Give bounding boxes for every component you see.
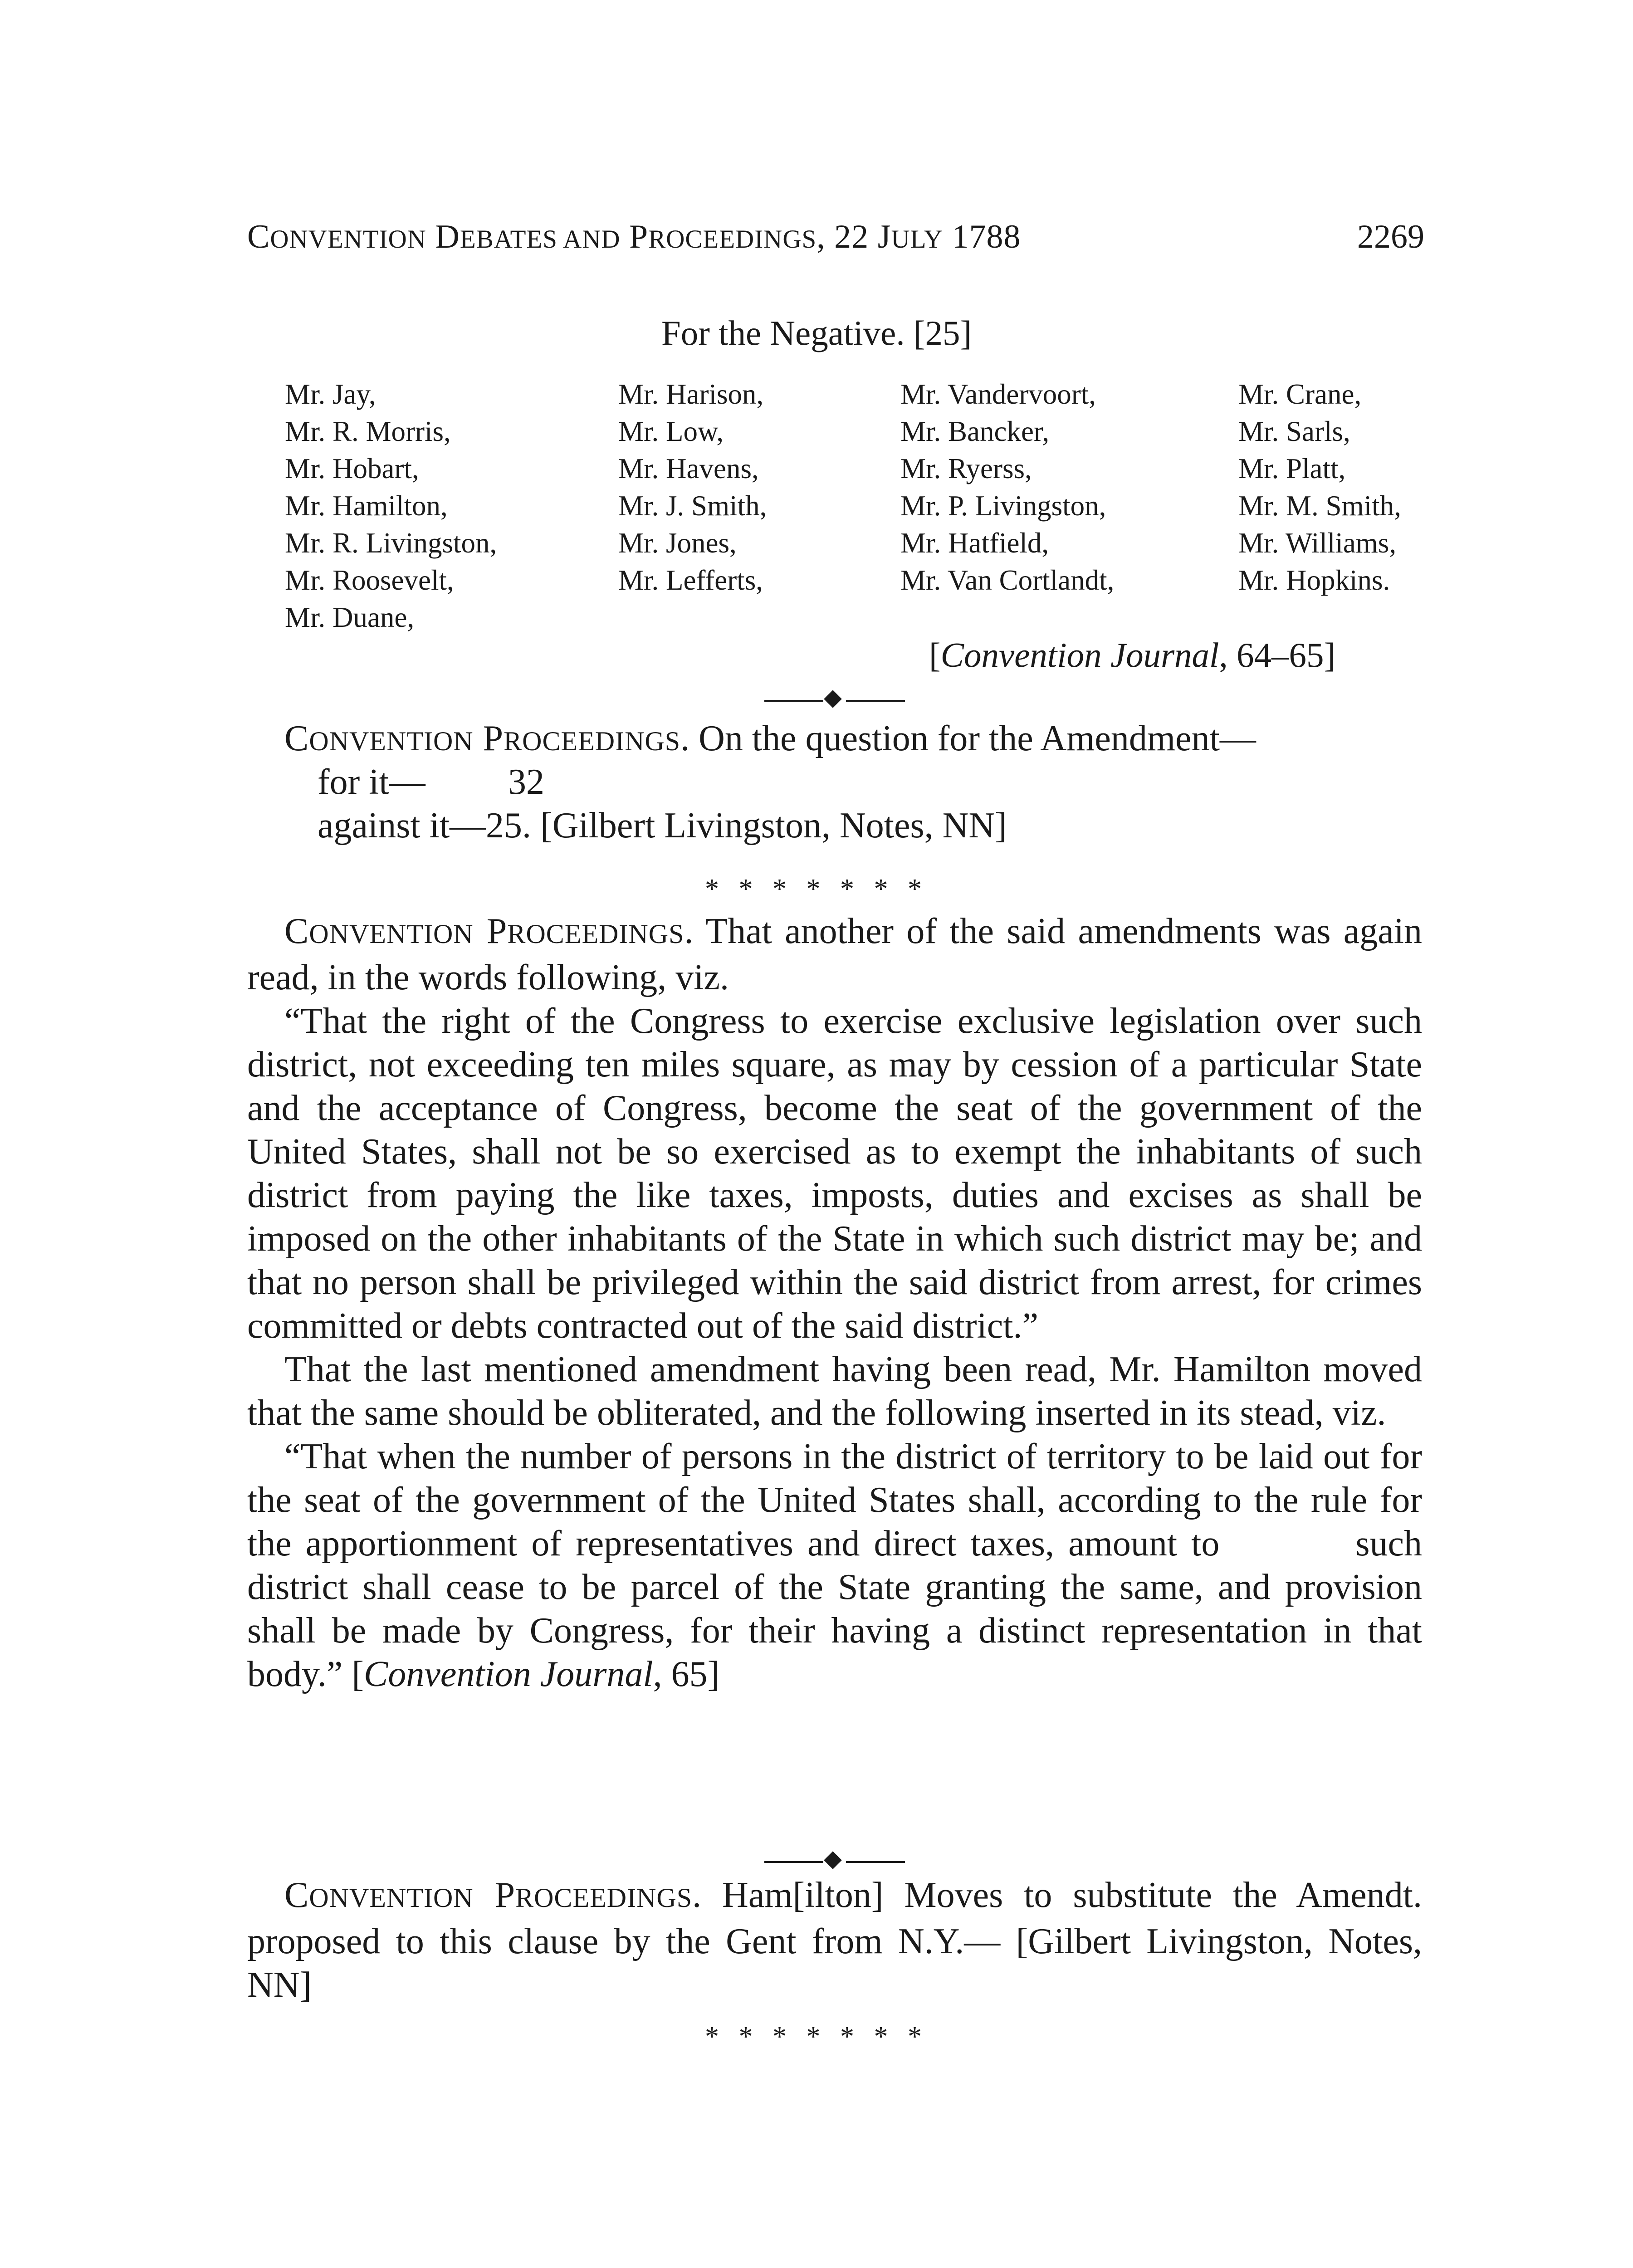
roster-name: Mr. Harison, (618, 378, 764, 410)
section-label: CONVENTION PROCEEDINGS (284, 1875, 693, 1915)
roster-name: Mr. Hobart, (285, 453, 419, 484)
negative-vote-heading: For the Negative. [25] (661, 313, 972, 352)
roster-name: Mr. Jay, (285, 378, 376, 410)
roster-name: Mr. J. Smith, (618, 490, 767, 522)
roster-name: Mr. Roosevelt, (285, 564, 454, 596)
section-label: CONVENTION PROCEEDINGS (284, 911, 684, 951)
vote-for-line: for it— 32 (318, 760, 425, 804)
vote-for-count: 32 (508, 762, 544, 802)
roster-name: Mr. Low, (618, 415, 724, 447)
negative-roster-column-4 (1238, 376, 1401, 599)
section-break-asterisks: * * * * * * * (705, 874, 928, 904)
proceedings-substitute-paragraph: CONVENTION PROCEEDINGS. Ham[ilton] Moves to substitute the Amendt. proposed to this clause by the Gent from N.Y.— [Gilbert Livingston, Notes, NN] (247, 1875, 1423, 2005)
roster-name: Mr. Lefferts, (618, 564, 763, 596)
negative-roster-column-3 (900, 376, 1114, 599)
roster-name: Mr. Hamilton, (285, 490, 448, 522)
roster-name: Mr. Ryerss, (900, 453, 1032, 484)
roster-name: Mr. Duane, (285, 601, 415, 633)
roster-name: Mr. M. Smith, (1238, 490, 1401, 522)
roster-name: Mr. P. Livingston, (900, 490, 1106, 522)
section-break-asterisks: * * * * * * * (705, 2021, 928, 2052)
roster-name: Mr. Crane, (1238, 378, 1362, 410)
roster-name: Mr. R. Livingston, (285, 527, 497, 559)
roster-name: Mr. Vandervoort, (900, 378, 1096, 410)
amendment-read-paragraph: CONVENTION PROCEEDINGS. That another of the said amendments was again read, in the words following, viz. (247, 911, 1423, 997)
roster-name: Mr. Jones, (618, 527, 737, 559)
section-divider-ornament (764, 692, 905, 710)
substitute-amendment-paragraph: “That when the number of persons in the district of territory to be laid out for the seat of the government of the United States shall, according to the rule for the apportionment of representatives and direct taxes, amount to such district shall cease to be parcel of the State granting the same, and provision shall be made by Congress, for their having a distinct representation in that body.” [Convention Journal, 65] (247, 1437, 1422, 1694)
proceedings-amendment-section (247, 909, 1422, 1696)
diamond-icon (824, 1851, 842, 1869)
running-header (247, 218, 1424, 268)
amendment-text-paragraph: “That the right of the Congress to exercise exclusive legislation over such district, not exceeding ten miles square, as may by cession of a particular State and the acceptance of Congress, become the seat of the government of the United States, shall not be so exercised as to exempt the inhabitants of such district from paying the like taxes, imposts, duties and excises as shall be imposed on the other inhabitants of the State in which such district may be; and that no person shall be privileged within the said district from arrest, for crimes committed or debts contracted out of the said district.” (247, 1001, 1422, 1346)
page-number: 2269 (1357, 218, 1424, 255)
roster-name: Mr. Bancker, (900, 415, 1050, 447)
roster-name: Mr. Platt, (1238, 453, 1346, 484)
negative-roster-column-1 (285, 376, 497, 636)
proceedings-vote-paragraph: CONVENTION PROCEEDINGS. On the question for the Amendment— (284, 719, 1256, 758)
roster-name: Mr. Havens, (618, 453, 759, 484)
running-title: CONVENTION DEBATES AND PROCEEDINGS, 22 JULY 1788 (247, 218, 1021, 255)
journal-citation: [Convention Journal, 64–65] (929, 635, 1336, 675)
roster-name: Mr. Sarls, (1238, 415, 1350, 447)
diamond-icon (824, 690, 842, 708)
hamilton-motion-paragraph: That the last mentioned amendment having been read, Mr. Hamilton moved that the same should be obliterated, and the following inserted in its stead, viz. (247, 1349, 1422, 1433)
negative-roster-column-2 (618, 376, 767, 599)
roster-name: Mr. R. Morris, (285, 415, 451, 447)
roster-name: Mr. Williams, (1238, 527, 1397, 559)
roster-name: Mr. Van Cortlandt, (900, 564, 1115, 596)
roster-name: Mr. Hopkins. (1238, 564, 1390, 596)
section-divider-ornament (764, 1853, 905, 1871)
roster-name: Mr. Hatfield, (900, 527, 1049, 559)
section-label: CONVENTION PROCEEDINGS (284, 719, 681, 758)
vote-against-line: against it—25. [Gilbert Livingston, Notes, NN] (318, 806, 1007, 846)
